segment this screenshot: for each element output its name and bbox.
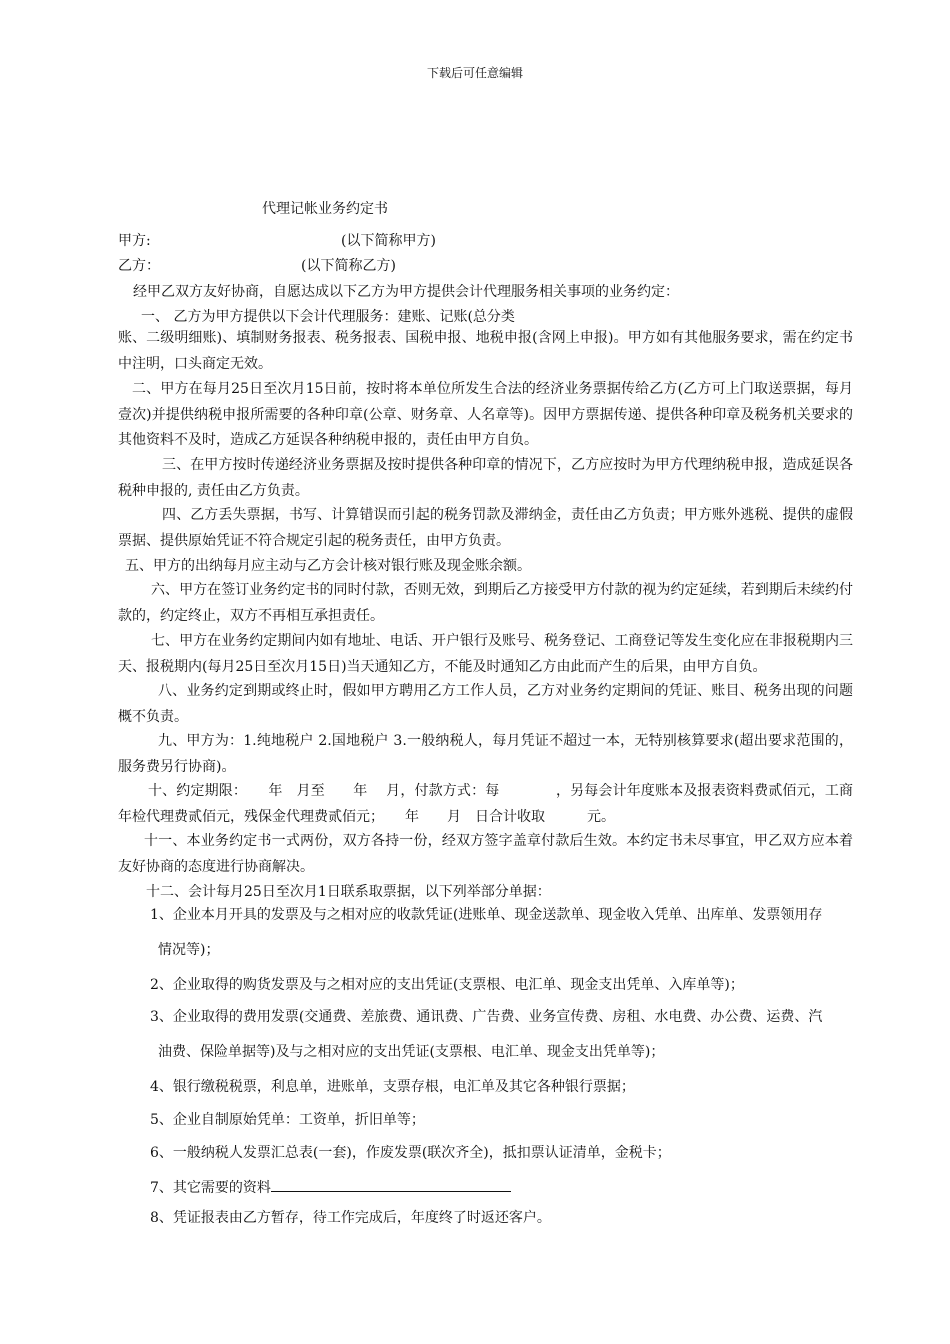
clause-2: 二、甲方在每月25日至次月15日前，按时将本单位所发生合法的经济业务票据传给乙方(乙方可上门取送票据，每月壹次)并提供纳税申报所需要的各种印章(公章、财务章、人名章等)。因甲方票据传递、提供各种印章及税务机关要求的其他资料不及时，造成乙方延误各种纳税申报的，责任由甲方自负。 xyxy=(118,381,853,448)
clause-5: 五、甲方的出纳每月应主动与乙方会计核对银行账及现金账余额。 xyxy=(125,558,531,574)
list-item xyxy=(150,1078,852,1096)
party-b-label: 乙方： xyxy=(118,258,160,274)
list-item xyxy=(150,1144,852,1162)
document-title: 代理记帐业务约定书 xyxy=(262,201,388,217)
clause-8: 八、业务约定到期或终止时，假如甲方聘用乙方工作人员，乙方对业务约定期间的凭证、账目、税务出现的问题概不负责。 xyxy=(118,683,853,725)
blank-underline xyxy=(271,1177,511,1192)
list-item-text: 8、凭证报表由乙方暂存，待工作完成后，年度终了时返还客户。 xyxy=(150,1210,551,1226)
list-item xyxy=(150,1008,852,1061)
clause-9: 九、甲方为：1.纯地税户 2.国地税户 3.一般纳税人，每月凭证不超过一本，无特别核算要求(超出要求范围的，服务费另行协商)。 xyxy=(118,733,853,775)
clause-1: 账、二级明细账)、填制财务报表、税务报表、国税申报、地税申报(含网上申报)。甲方如有其他服务要求，需在约定书中注明，口头商定无效。 xyxy=(118,330,853,372)
clause-6: 六、甲方在签订业务约定书的同时付款，否则无效，到期后乙方接受甲方付款的视为约定延续，若到期后未续约付款的，约定终止，双方不再相互承担责任。 xyxy=(118,582,853,624)
list-item-text: 2、企业取得的购货发票及与之相对应的支出凭证(支票根、电汇单、现金支出凭单、入库单等)； xyxy=(150,977,744,993)
list-item-continuation: 油费、保险单据等)及与之相对应的支出凭证(支票根、电汇单、现金支出凭单等)； xyxy=(158,1044,665,1060)
list-item-text: 6、一般纳税人发票汇总表(一套)，作废发票(联次齐全)，抵扣票认证清单，金税卡； xyxy=(150,1145,671,1161)
clause-12: 十二、会计每月25日至次月1日联系取票据，以下列举部分单据： xyxy=(146,884,551,900)
list-item xyxy=(150,1111,852,1129)
clause-3: 三、在甲方按时传递经济业务票据及按时提供各种印章的情况下，乙方应按时为甲方代理纳税申报，造成延误各税种申报的, 责任由乙方负责。 xyxy=(118,457,853,499)
list-item xyxy=(150,1209,852,1227)
clause-1-first-line: 一、 乙方为甲方提供以下会计代理服务：建账、记账(总分类 xyxy=(141,309,515,325)
party-b-note: (以下简称乙方) xyxy=(301,258,396,274)
list-item xyxy=(150,976,852,994)
clause-4: 四、乙方丢失票据，书写、计算错误而引起的税务罚款及滞纳金，责任由乙方负责；甲方账外逃税、提供的虚假票据、提供原始凭证不符合规定引起的税务责任，由甲方负责。 xyxy=(118,507,853,549)
list-item-text: 7、其它需要的资料 xyxy=(150,1180,271,1196)
clause-7: 七、甲方在业务约定期间内如有地址、电话、开户银行及账号、税务登记、工商登记等发生变化应在非报税期内三天、报税期内(每月25日至次月15日)当天通知乙方，不能及时通知乙方由此而产生的后果，由甲方自负。 xyxy=(118,633,853,675)
list-item-text: 5、企业自制原始凭单：工资单，折旧单等； xyxy=(150,1112,425,1128)
intro-paragraph: 经甲乙双方友好协商，自愿达成以下乙方为甲方提供会计代理服务相关事项的业务约定： xyxy=(133,284,679,300)
list-item xyxy=(150,906,852,959)
party-a-note: (以下简称甲方) xyxy=(341,233,436,249)
clause-10: 十、约定期限： 年 月至 年 月，付款方式：每 ，另每会计年度账本及报表资料费贰佰元，工商年检代理费贰佰元，残保金代理费贰佰元； 年 月 日合计收取 元。 xyxy=(118,783,853,825)
list-item-text: 3、企业取得的费用发票(交通费、差旅费、通讯费、广告费、业务宣传费、房租、水电费、办公费、运费、汽 xyxy=(150,1009,823,1025)
list-item xyxy=(150,1177,852,1197)
list-item-text: 1、企业本月开具的发票及与之相对应的收款凭证(进账单、现金送款单、现金收入凭单、出库单、发票领用存 xyxy=(150,907,823,923)
page-header: 下载后可任意编辑 xyxy=(426,66,523,80)
party-a-label: 甲方: xyxy=(118,233,151,249)
list-item-continuation: 情况等)； xyxy=(158,942,220,958)
list-item-text: 4、银行缴税税票，利息单，进账单，支票存根，电汇单及其它各种银行票据； xyxy=(150,1079,635,1095)
clause-11: 十一、本业务约定书一式两份，双方各持一份，经双方签字盖章付款后生效。本约定书未尽事宜，甲乙双方应本着友好协商的态度进行协商解决。 xyxy=(118,833,853,875)
